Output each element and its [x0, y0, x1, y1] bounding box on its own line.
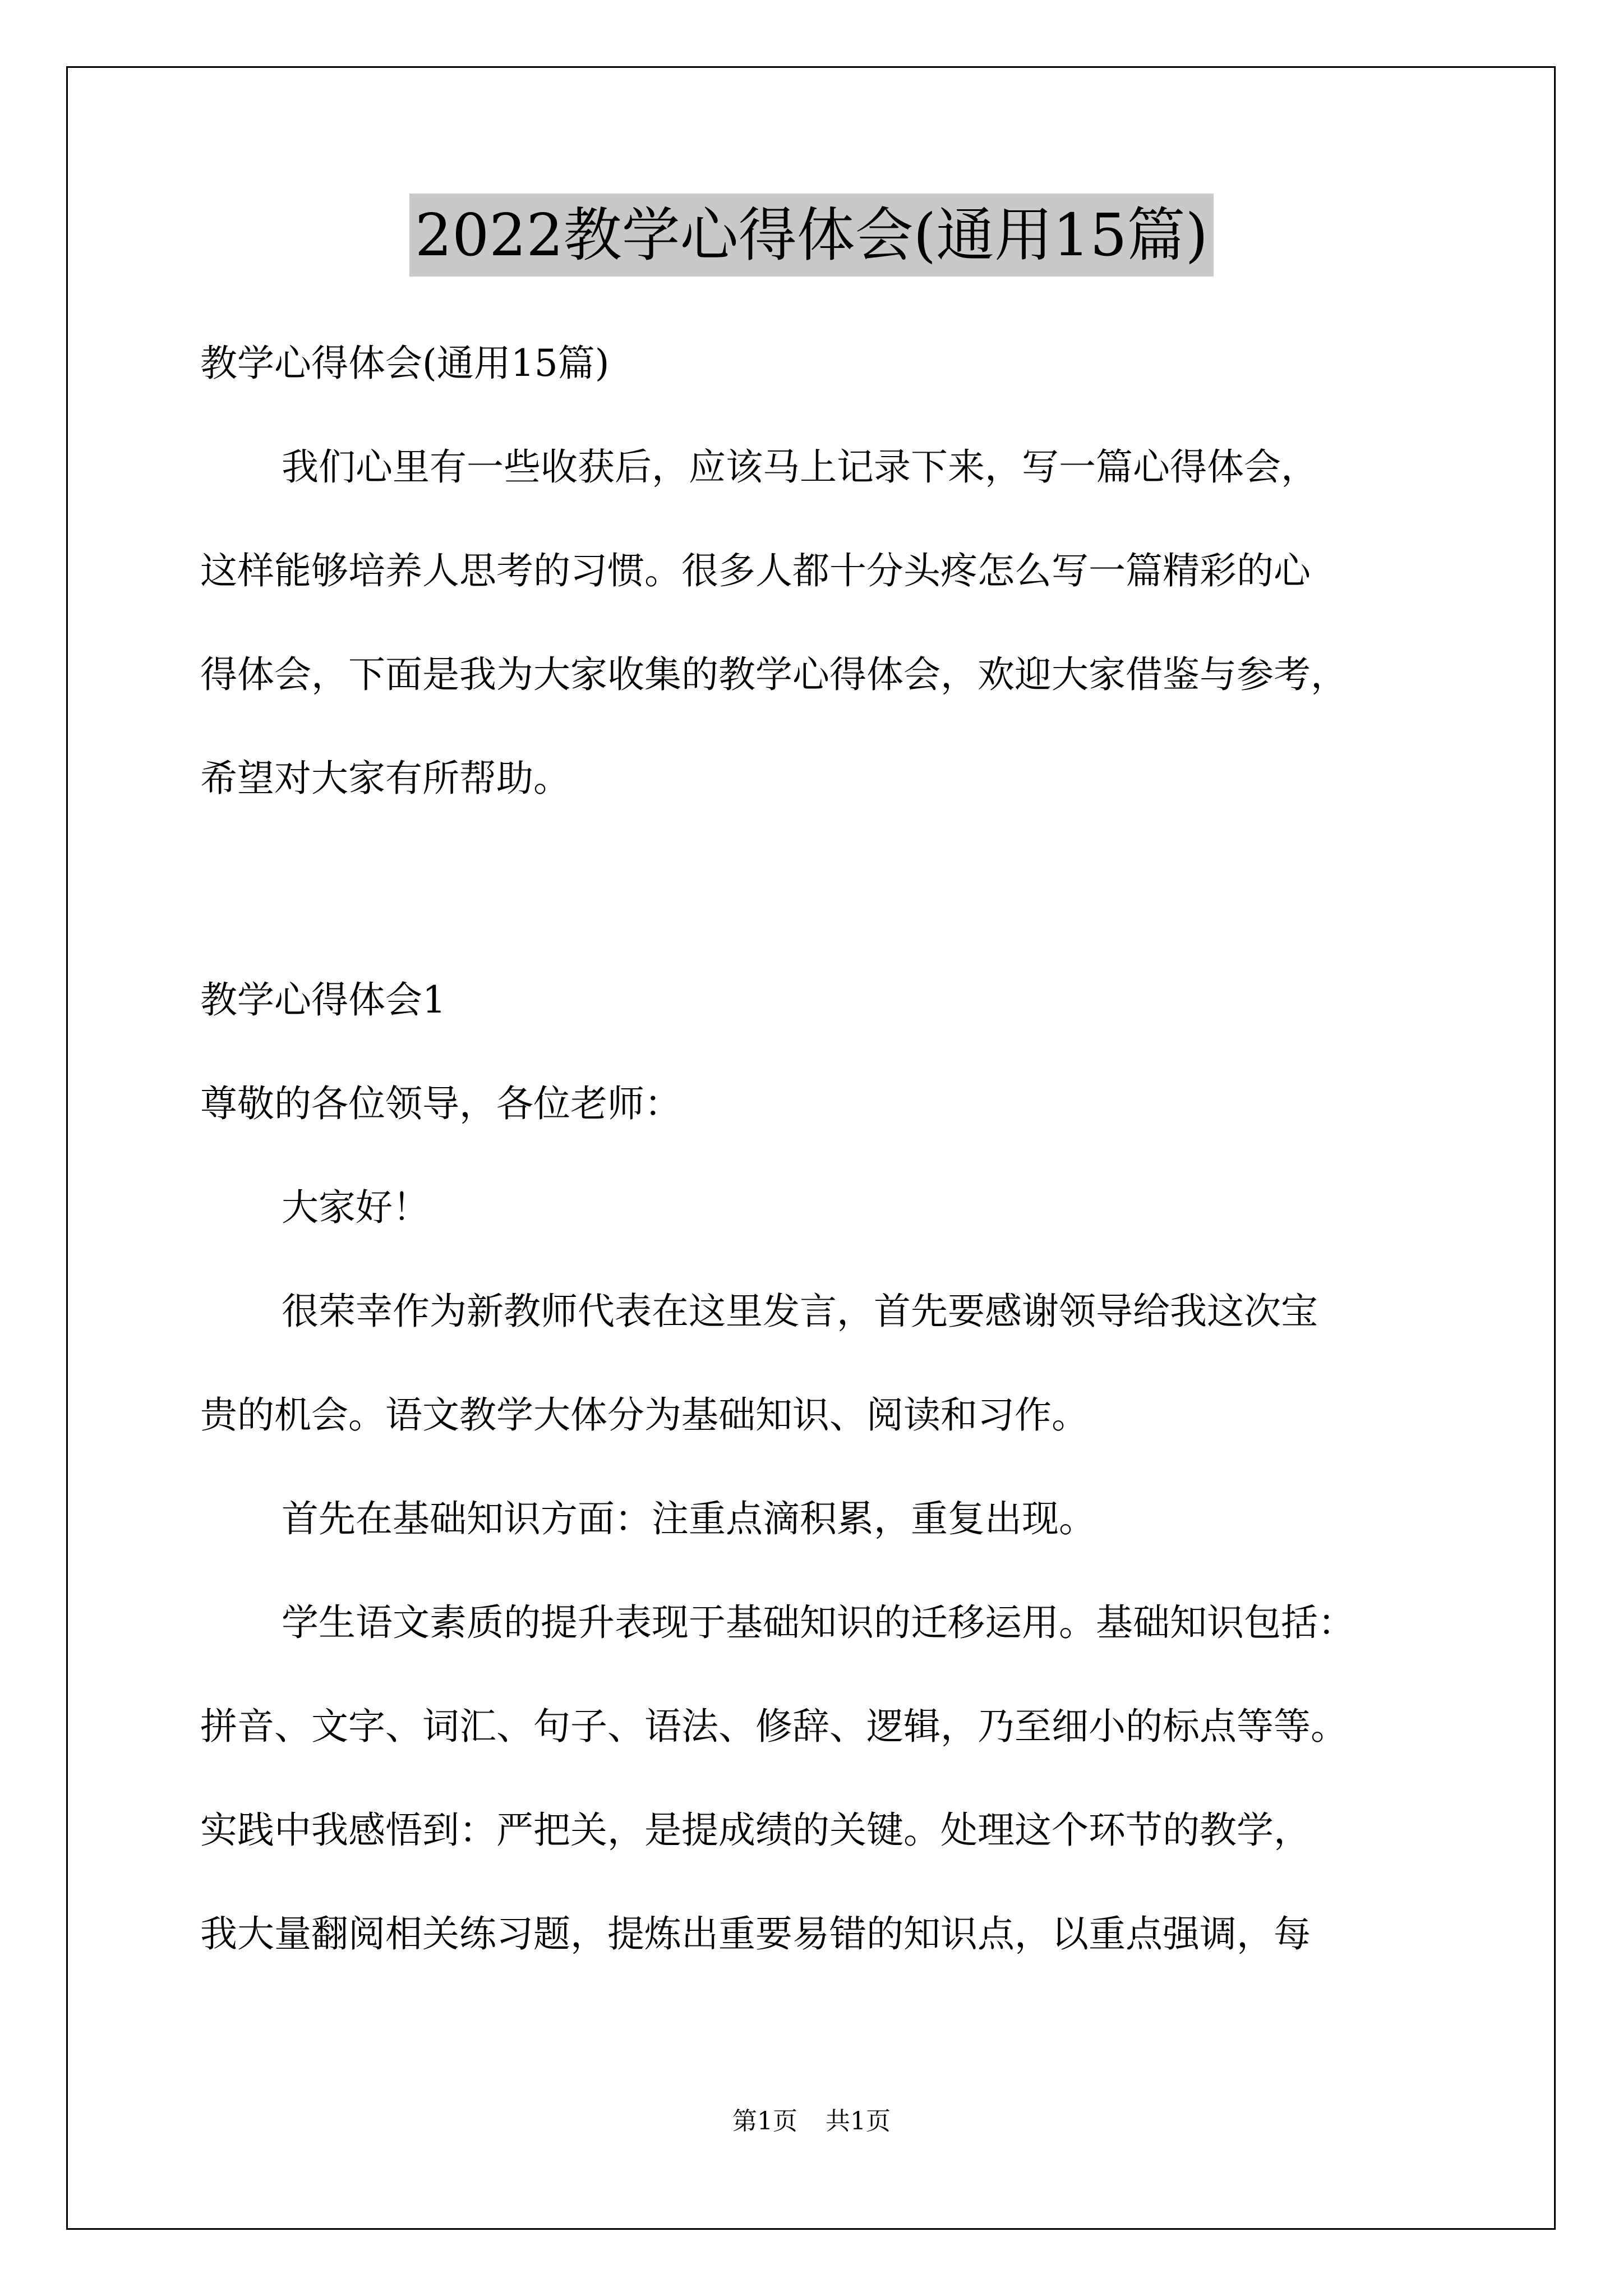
- paragraph-line: 很荣幸作为新教师代表在这里发言，首先要感谢领导给我这次宝: [282, 1290, 1318, 1333]
- paragraph-line: 首先在基础知识方面：注重点滴积累，重复出现。: [282, 1497, 1096, 1540]
- title-container: [0, 194, 1623, 277]
- intro-line: 希望对大家有所帮助。: [200, 757, 570, 800]
- document-title: 2022教学心得体会(通用15篇): [409, 194, 1214, 277]
- paragraph-line: 我大量翻阅相关练习题，提炼出重要易错的知识点，以重点强调，每: [200, 1912, 1311, 1955]
- paragraph-gap: [200, 830, 1434, 948]
- page-footer: [0, 2101, 1623, 2137]
- salutation: 尊敬的各位领导，各位老师：: [200, 1082, 681, 1125]
- document-body: [200, 311, 1434, 1986]
- intro-line: 这样能够培养人思考的习惯。很多人都十分头疼怎么写一篇精彩的心: [200, 549, 1311, 592]
- paragraph-line: 拼音、文字、词汇、句子、语法、修辞、逻辑，乃至细小的标点等等。: [200, 1705, 1348, 1748]
- paragraph-line: 实践中我感悟到：严把关，是提成绩的关键。处理这个环节的教学，: [200, 1809, 1311, 1852]
- page-number-current: 第1页: [732, 2107, 797, 2136]
- document-subtitle: 教学心得体会(通用15篇): [200, 342, 610, 385]
- section-heading: 教学心得体会1: [200, 978, 446, 1022]
- intro-line: 我们心里有一些收获后，应该马上记录下来，写一篇心得体会，: [282, 445, 1318, 489]
- page-number-total: 共1页: [826, 2107, 891, 2136]
- paragraph-line: 学生语文素质的提升表现于基础知识的迁移运用。基础知识包括：: [282, 1601, 1355, 1644]
- intro-line: 得体会，下面是我为大家收集的教学心得体会，欢迎大家借鉴与参考，: [200, 653, 1348, 696]
- greeting: 大家好！: [282, 1186, 430, 1229]
- paragraph-line: 贵的机会。语文教学大体分为基础知识、阅读和习作。: [200, 1393, 1089, 1437]
